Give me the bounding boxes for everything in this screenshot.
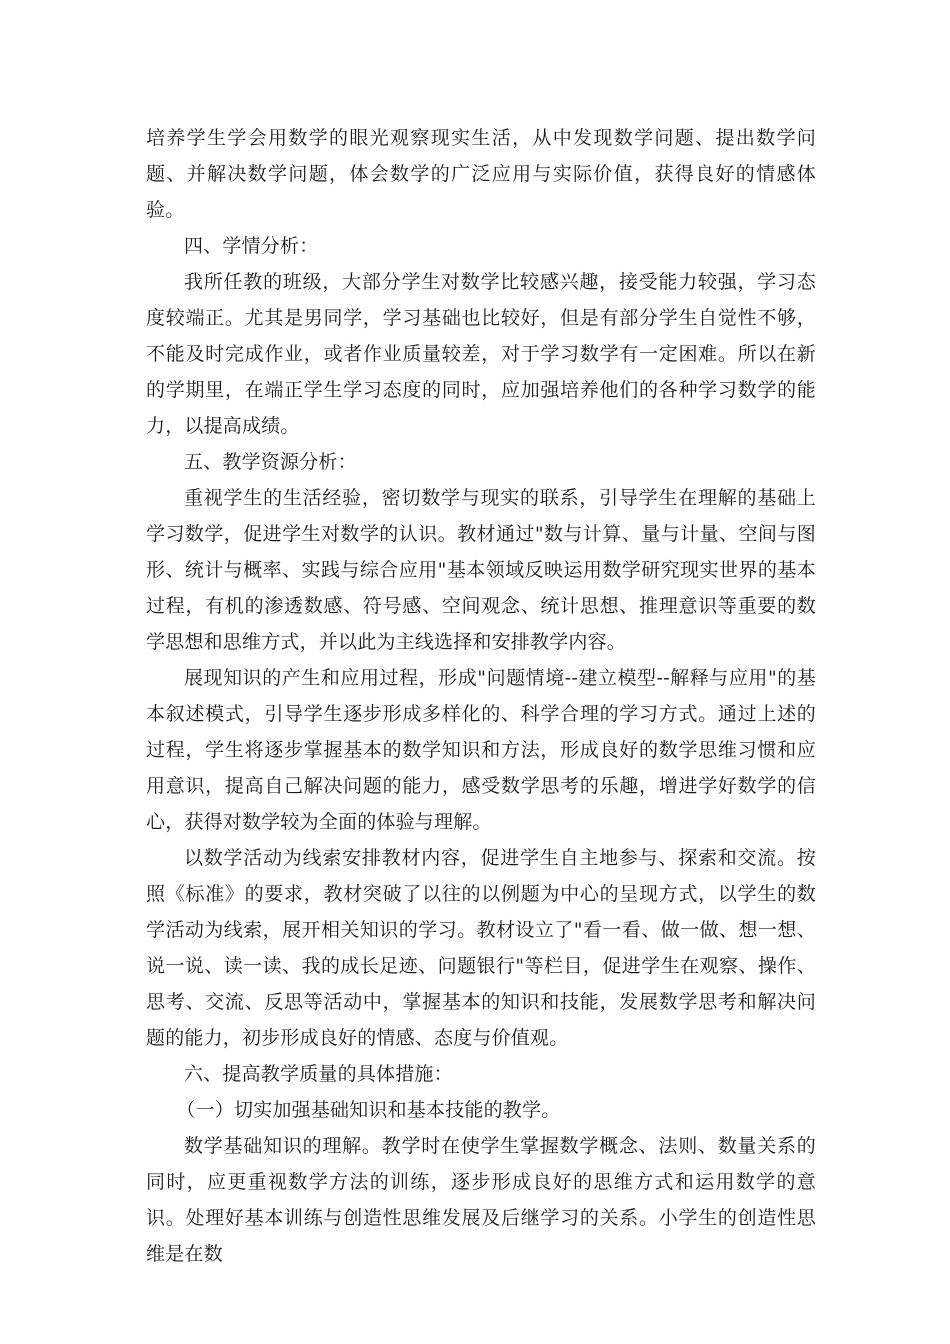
sub-heading-basic-skills: （一）切实加强基础知识和基本技能的教学。	[176, 1099, 561, 1121]
paragraph-continuation: 培养学生学会用数学的眼光观察现实生活，从中发现数学问题、提出数学问题、并解决数学问题，体会数学的广泛应用与实际价值，获得良好的情感体验。	[146, 127, 816, 221]
paragraph-resource-3: 以数学活动为线索安排教材内容，促进学生自主地参与、探索和交流。按照《标准》的要求，教材突破了以往的以例题为中心的呈现方式，以学生的数学活动为线索，展开相关知识的学习。教材设立了"看一看、做一做、想一想、说一说、读一读、我的成长足迹、问题银行"等栏目，促进学生在观察、操作、思考、交流、反思等活动中，掌握基本的知识和技能，发展数学思考和解决问题的能力，初步形成良好的情感、态度与价值观。	[146, 847, 816, 1049]
paragraph-resource-1: 重视学生的生活经验，密切数学与现实的联系，引导学生在理解的基础上学习数学，促进学生对数学的认识。教材通过"数与计算、量与计量、空间与图形、统计与概率、实践与综合应用"基本领域反映运用数学研究现实世界的基本过程，有机的渗透数感、符号感、空间观念、统计思想、推理意识等重要的数学思想和思维方式，并以此为主线选择和安排教学内容。	[146, 487, 816, 653]
section-heading-resource-analysis: 五、教学资源分析：	[184, 451, 357, 473]
paragraph-resource-2: 展现知识的产生和应用过程，形成"问题情境--建立模型--解释与应用"的基本叙述模式，引导学生逐步形成多样化的、科学合理的学习方式。通过上述的过程，学生将逐步掌握基本的数学知识和方法，形成良好的数学思维习惯和应用意识，提高自己解决问题的能力，感受数学思考的乐趣，增进学好数学的信心，获得对数学较为全面的体验与理解。	[146, 667, 816, 833]
document-page	[146, 120, 816, 1272]
section-heading-measures: 六、提高教学质量的具体措施：	[184, 1063, 453, 1085]
paragraph-learning-analysis: 我所任教的班级，大部分学生对数学比较感兴趣，接受能力较强，学习态度较端正。尤其是男同学，学习基础也比较好，但是有部分学生自觉性不够，不能及时完成作业，或者作业质量较差，对于学习数学有一定困难。所以在新的学期里，在端正学生学习态度的同时，应加强培养他们的各种学习数学的能力，以提高成绩。	[146, 271, 816, 437]
section-heading-learning-analysis: 四、学情分析：	[184, 235, 319, 257]
paragraph-basic-knowledge: 数学基础知识的理解。教学时在使学生掌握数学概念、法则、数量关系的同时，应更重视数学方法的训练，逐步形成良好的思维方式和运用数学的意识。处理好基本训练与创造性思维发展及后继学习的关系。小学生的创造性思维是在数	[146, 1135, 816, 1265]
